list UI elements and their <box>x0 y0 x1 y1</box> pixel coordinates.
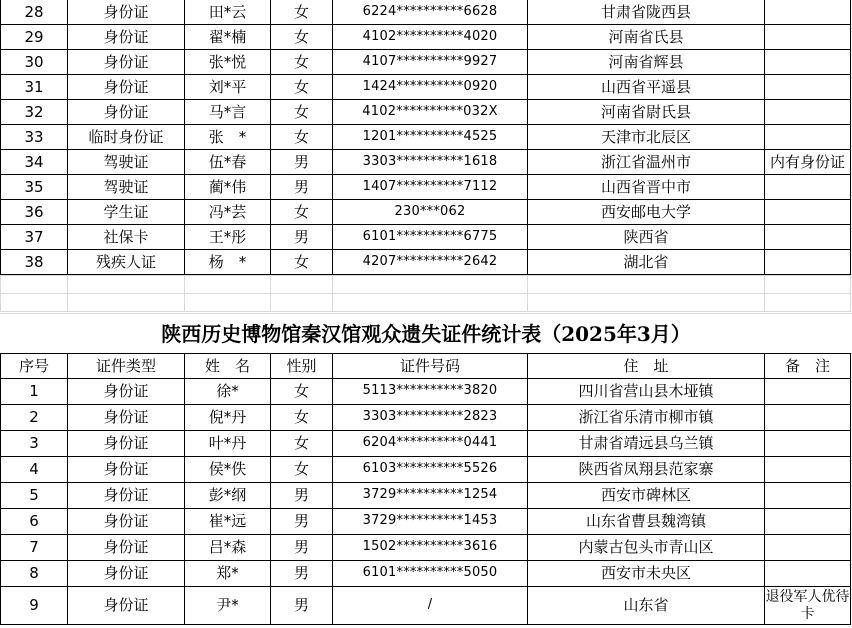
cell-no: 31 <box>1 75 68 100</box>
cell-no: 37 <box>1 225 68 250</box>
cell-name: 彭*纲 <box>185 483 271 509</box>
cell-id: 6204**********0441 <box>333 431 528 457</box>
cell-no: 5 <box>1 483 68 509</box>
table-row <box>1 125 851 150</box>
cell-id: 6103**********5526 <box>333 457 528 483</box>
table-row <box>1 587 851 625</box>
cell-note <box>765 561 851 587</box>
table-row <box>1 483 851 509</box>
cell-no: 35 <box>1 175 68 200</box>
cell-id: 1201**********4525 <box>333 125 528 150</box>
cell-gender: 女 <box>271 125 333 150</box>
cell-note <box>765 405 851 431</box>
cell-address: 河南省尉氏县 <box>528 100 765 125</box>
cell-id: 3303**********2823 <box>333 405 528 431</box>
cell-address: 山西省晋中市 <box>528 175 765 200</box>
lost-id-table-march-2025 <box>0 353 851 625</box>
cell-no: 8 <box>1 561 68 587</box>
cell-address: 浙江省乐清市柳市镇 <box>528 405 765 431</box>
table-row <box>1 457 851 483</box>
cell-address: 山东省曹县魏湾镇 <box>528 509 765 535</box>
cell-type: 驾驶证 <box>68 175 185 200</box>
cell-type: 临时身份证 <box>68 125 185 150</box>
table-row <box>1 509 851 535</box>
cell-no: 33 <box>1 125 68 150</box>
cell-gender: 女 <box>271 0 333 25</box>
cell-no: 7 <box>1 535 68 561</box>
table-row <box>1 405 851 431</box>
cell-gender: 男 <box>271 150 333 175</box>
cell-gender: 男 <box>271 509 333 535</box>
cell-gender: 男 <box>271 483 333 509</box>
cell-no: 4 <box>1 457 68 483</box>
cell-name: 侯*佚 <box>185 457 271 483</box>
cell-gender: 男 <box>271 175 333 200</box>
table-row <box>1 250 851 275</box>
cell-gender: 女 <box>271 405 333 431</box>
cell-name: 蔺*伟 <box>185 175 271 200</box>
table-row <box>1 561 851 587</box>
table-row <box>1 75 851 100</box>
cell-name: 王*彤 <box>185 225 271 250</box>
cell-id: 5113**********3820 <box>333 379 528 405</box>
cell-note <box>765 483 851 509</box>
header-address: 住 址 <box>528 354 765 379</box>
cell-note <box>765 509 851 535</box>
cell-type: 身份证 <box>68 587 185 625</box>
lost-id-table-continued <box>0 0 851 275</box>
cell-gender: 男 <box>271 225 333 250</box>
table-row <box>1 175 851 200</box>
header-gender: 性别 <box>271 354 333 379</box>
cell-id: 1502**********3616 <box>333 535 528 561</box>
cell-id: 4102**********4020 <box>333 25 528 50</box>
header-type: 证件类型 <box>68 354 185 379</box>
cell-note <box>765 431 851 457</box>
cell-gender: 男 <box>271 535 333 561</box>
cell-gender: 女 <box>271 379 333 405</box>
cell-address: 陕西省凤翔县范家寨 <box>528 457 765 483</box>
table-row <box>1 431 851 457</box>
cell-no: 28 <box>1 0 68 25</box>
cell-name: 崔*远 <box>185 509 271 535</box>
cell-type: 身份证 <box>68 405 185 431</box>
cell-no: 34 <box>1 150 68 175</box>
cell-address: 河南省氏县 <box>528 25 765 50</box>
cell-name: 翟*楠 <box>185 25 271 50</box>
cell-note: 内有身份证 <box>765 150 851 175</box>
cell-address: 西安邮电大学 <box>528 200 765 225</box>
cell-note <box>765 535 851 561</box>
cell-type: 身份证 <box>68 100 185 125</box>
cell-id: 1407**********7112 <box>333 175 528 200</box>
cell-gender: 女 <box>271 50 333 75</box>
cell-address: 河南省辉县 <box>528 50 765 75</box>
cell-id: 4107**********9927 <box>333 50 528 75</box>
cell-note <box>765 175 851 200</box>
cell-no: 29 <box>1 25 68 50</box>
cell-type: 身份证 <box>68 535 185 561</box>
blank-spreadsheet-rows <box>0 275 851 312</box>
cell-name: 徐* <box>185 379 271 405</box>
cell-type: 身份证 <box>68 50 185 75</box>
cell-note <box>765 225 851 250</box>
cell-no: 9 <box>1 587 68 625</box>
cell-id: 6101**********5050 <box>333 561 528 587</box>
cell-name: 马*言 <box>185 100 271 125</box>
cell-id: / <box>333 587 528 625</box>
cell-note <box>765 75 851 100</box>
cell-type: 身份证 <box>68 457 185 483</box>
cell-note <box>765 100 851 125</box>
cell-no: 6 <box>1 509 68 535</box>
cell-type: 身份证 <box>68 561 185 587</box>
cell-id: 6224**********6628 <box>333 0 528 25</box>
cell-address: 甘肃省陇西县 <box>528 0 765 25</box>
cell-no: 32 <box>1 100 68 125</box>
cell-id: 1424**********0920 <box>333 75 528 100</box>
cell-no: 36 <box>1 200 68 225</box>
table-row <box>1 379 851 405</box>
cell-type: 驾驶证 <box>68 150 185 175</box>
cell-address: 西安市碑林区 <box>528 483 765 509</box>
table-row <box>1 535 851 561</box>
table-row <box>1 200 851 225</box>
cell-no: 30 <box>1 50 68 75</box>
header-name: 姓 名 <box>185 354 271 379</box>
cell-gender: 男 <box>271 561 333 587</box>
cell-id: 3729**********1453 <box>333 509 528 535</box>
table-row <box>1 100 851 125</box>
cell-type: 身份证 <box>68 483 185 509</box>
cell-name: 吕*森 <box>185 535 271 561</box>
cell-type: 身份证 <box>68 75 185 100</box>
cell-type: 学生证 <box>68 200 185 225</box>
cell-name: 伍*春 <box>185 150 271 175</box>
cell-id: 6101**********6775 <box>333 225 528 250</box>
cell-address: 内蒙古包头市青山区 <box>528 535 765 561</box>
table-row <box>1 50 851 75</box>
cell-name: 张*悦 <box>185 50 271 75</box>
cell-id: 4207**********2642 <box>333 250 528 275</box>
cell-address: 山东省 <box>528 587 765 625</box>
cell-id: 3729**********1254 <box>333 483 528 509</box>
header-no: 序号 <box>1 354 68 379</box>
cell-no: 1 <box>1 379 68 405</box>
cell-address: 湖北省 <box>528 250 765 275</box>
cell-gender: 女 <box>271 200 333 225</box>
cell-type: 社保卡 <box>68 225 185 250</box>
cell-name: 冯*芸 <box>185 200 271 225</box>
cell-note <box>765 457 851 483</box>
cell-address: 浙江省温州市 <box>528 150 765 175</box>
cell-gender: 女 <box>271 100 333 125</box>
cell-address: 西安市未央区 <box>528 561 765 587</box>
cell-type: 身份证 <box>68 431 185 457</box>
cell-note <box>765 250 851 275</box>
cell-name: 刘*平 <box>185 75 271 100</box>
cell-id: 230***062 <box>333 200 528 225</box>
cell-gender: 女 <box>271 25 333 50</box>
cell-note <box>765 0 851 25</box>
cell-no: 3 <box>1 431 68 457</box>
header-id: 证件号码 <box>333 354 528 379</box>
cell-id: 3303**********1618 <box>333 150 528 175</box>
cell-no: 38 <box>1 250 68 275</box>
cell-name: 田*云 <box>185 0 271 25</box>
table-title: 陕西历史博物馆秦汉馆观众遗失证件统计表（2025年3月） <box>0 313 852 354</box>
cell-note <box>765 125 851 150</box>
cell-address: 山西省平遥县 <box>528 75 765 100</box>
header-note: 备 注 <box>765 354 851 379</box>
cell-note <box>765 25 851 50</box>
cell-type: 身份证 <box>68 509 185 535</box>
cell-type: 身份证 <box>68 25 185 50</box>
cell-note: 退役军人优待卡 <box>765 587 851 625</box>
cell-gender: 女 <box>271 457 333 483</box>
cell-gender: 女 <box>271 431 333 457</box>
cell-no: 2 <box>1 405 68 431</box>
cell-type: 残疾人证 <box>68 250 185 275</box>
cell-name: 杨 * <box>185 250 271 275</box>
cell-address: 四川省营山县木垭镇 <box>528 379 765 405</box>
cell-address: 天津市北辰区 <box>528 125 765 150</box>
cell-name: 郑* <box>185 561 271 587</box>
cell-note <box>765 50 851 75</box>
cell-gender: 女 <box>271 250 333 275</box>
cell-id: 4102**********032X <box>333 100 528 125</box>
cell-gender: 女 <box>271 75 333 100</box>
cell-type: 身份证 <box>68 379 185 405</box>
table-row <box>1 225 851 250</box>
table-row <box>1 25 851 50</box>
cell-gender: 男 <box>271 587 333 625</box>
table-row <box>1 0 851 25</box>
cell-name: 张 * <box>185 125 271 150</box>
cell-name: 倪*丹 <box>185 405 271 431</box>
table-row <box>1 150 851 175</box>
cell-address: 甘肃省靖远县乌兰镇 <box>528 431 765 457</box>
cell-address: 陕西省 <box>528 225 765 250</box>
cell-note <box>765 379 851 405</box>
header-row <box>1 354 851 379</box>
cell-type: 身份证 <box>68 0 185 25</box>
cell-name: 尹* <box>185 587 271 625</box>
cell-note <box>765 200 851 225</box>
cell-name: 叶*丹 <box>185 431 271 457</box>
